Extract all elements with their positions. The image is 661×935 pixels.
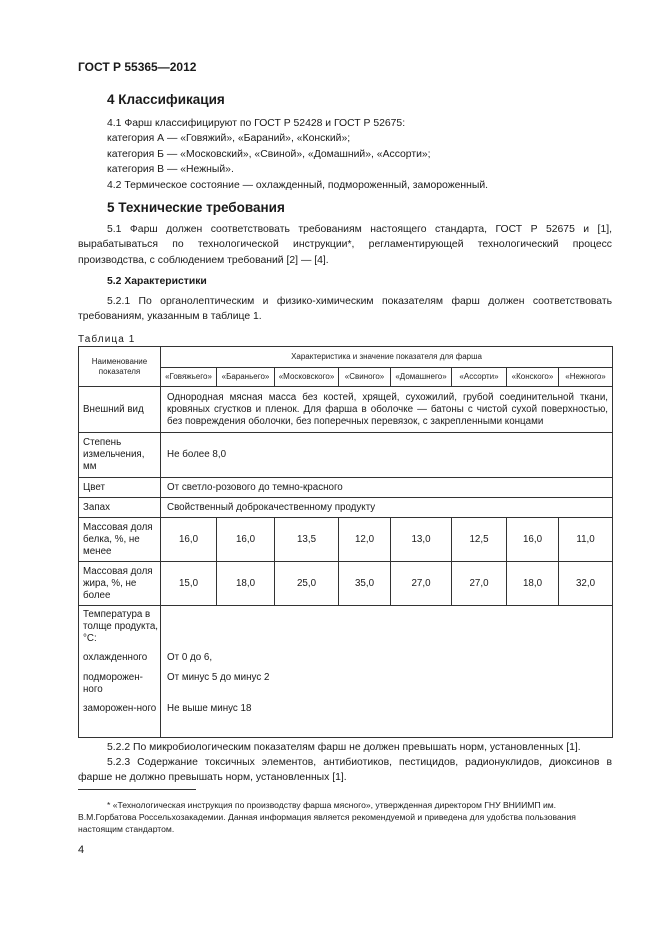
value-chilled: От 0 до 6, (167, 652, 213, 663)
fat-homemade: 27,0 (391, 562, 452, 606)
label-color: Цвет (79, 478, 161, 498)
row-protein (79, 518, 613, 562)
label-appearance: Внешний вид (79, 387, 161, 433)
value-smell: Свойственный доброкачественному продукту (161, 498, 613, 518)
fat-beef: 15,0 (161, 562, 217, 606)
characteristics-table (78, 346, 613, 738)
clause-5-2-1: 5.2.1 По органолептическим и физико-химическим показателям фарш должен соответствовать требованиям, указанным в таблице 1. (78, 296, 612, 323)
document-header: ГОСТ Р 55365—2012 (78, 60, 197, 74)
label-smell: Запах (79, 498, 161, 518)
section-4-title: 4 Классификация (107, 92, 225, 107)
clause-4-1: 4.1 Фарш классифицируют по ГОСТ Р 52428 и ГОСТ Р 52675: (107, 118, 406, 129)
column-tender: «Нежного» (559, 368, 613, 387)
fat-moscow: 25,0 (275, 562, 339, 606)
value-grind: Не более 8,0 (161, 433, 613, 478)
clause-4-2: 4.2 Термическое состояние — охлажденный, подмороженный, замороженный. (107, 179, 489, 191)
row-smell (79, 498, 613, 518)
column-lamb: «Бараньего» (217, 368, 275, 387)
value-color: От светло-розового до темно-красного (161, 478, 613, 498)
footnote (78, 799, 612, 835)
label-protein: Массовая доля белка, %, не менее (79, 518, 161, 562)
value-frozen: Не выше минус 18 (167, 703, 252, 714)
section-4-body (107, 116, 612, 193)
table-header-row (79, 347, 613, 368)
row-temperature (79, 606, 613, 738)
column-horse: «Конского» (507, 368, 559, 387)
label-grind: Степень измельчения, мм (79, 433, 161, 478)
row-color (79, 478, 613, 498)
row-grind (79, 433, 613, 478)
fat-lamb: 18,0 (217, 562, 275, 606)
label-temperature: Температура в толще продукта, °С: (83, 609, 158, 644)
footnote-separator (78, 789, 196, 790)
protein-tender: 11,0 (559, 518, 613, 562)
protein-pork: 12,0 (339, 518, 391, 562)
label-temperature-block (79, 606, 161, 738)
footnote-text: * «Технологическая инструкция по производству фарша мясного», утвержденная директором ГНУ ВНИИМП им. В.М.Горбатова Россельхозакадемии. Данная информация является рекомендуемой и приведена для удобства пользования настоящим стандартом. (78, 800, 576, 834)
clause-5-1: 5.1 Фарш должен соответствовать требованиям настоящего стандарта, ГОСТ Р 52675 и [1], вырабатываться по технологической инструкции*, регламентирующей технологический процесс производства, с соблюдением требований [2] — [4]. (78, 224, 612, 266)
header-group: Характеристика и значение показателя для фарша (161, 347, 613, 368)
protein-moscow: 13,5 (275, 518, 339, 562)
row-fat (79, 562, 613, 606)
clause-5-2-2: 5.2.2 По микробиологическим показателям фарш не должен превышать норм, установленных [1]. (107, 742, 581, 753)
label-fat: Массовая доля жира, %, не более (79, 562, 161, 606)
label-semi-frozen: подморожен-ного (83, 672, 143, 695)
protein-lamb: 16,0 (217, 518, 275, 562)
subsection-5-2-title: 5.2 Характеристики (107, 276, 207, 287)
fat-tender: 32,0 (559, 562, 613, 606)
protein-horse: 16,0 (507, 518, 559, 562)
fat-horse: 18,0 (507, 562, 559, 606)
fat-assorted: 27,0 (452, 562, 507, 606)
category-b: категория Б — «Московский», «Свиной», «Домашний», «Ассорти»; (107, 148, 431, 160)
table-caption: Таблица 1 (78, 334, 136, 345)
column-moscow: «Московского» (275, 368, 339, 387)
page-number: 4 (78, 844, 85, 856)
fat-pork: 35,0 (339, 562, 391, 606)
column-assorted: «Ассорти» (452, 368, 507, 387)
label-frozen: заморожен-ного (83, 703, 157, 714)
value-appearance: Однородная мясная масса без костей, хрящей, сухожилий, грубой соединительной ткани, кровяных сгустков и пленок. Для фарша в оболочке — батоны с чистой сухой поверхностью, без повреждения оболочки, без поперечных перевязок, с закрепленными концами (161, 387, 613, 433)
value-temperature-block (161, 606, 613, 738)
column-homemade: «Домашнего» (391, 368, 452, 387)
category-c: категория В — «Нежный». (107, 164, 234, 176)
column-pork: «Свиного» (339, 368, 391, 387)
row-appearance (79, 387, 613, 433)
section-5-title: 5 Технические требования (107, 200, 285, 215)
column-beef: «Говяжьего» (161, 368, 217, 387)
clause-5-2-3: 5.2.3 Содержание токсичных элементов, антибиотиков, пестицидов, радионуклидов, диоксинов в фарше не должно превышать норм, установленных [1]. (78, 757, 612, 784)
protein-assorted: 12,5 (452, 518, 507, 562)
label-chilled: охлажденного (83, 652, 148, 663)
value-semi-frozen: От минус 5 до минус 2 (167, 672, 270, 683)
protein-homemade: 13,0 (391, 518, 452, 562)
header-indicator-name: Наименование показателя (79, 347, 161, 387)
category-a: категория А — «Говяжий», «Бараний», «Конский»; (107, 133, 351, 145)
protein-beef: 16,0 (161, 518, 217, 562)
